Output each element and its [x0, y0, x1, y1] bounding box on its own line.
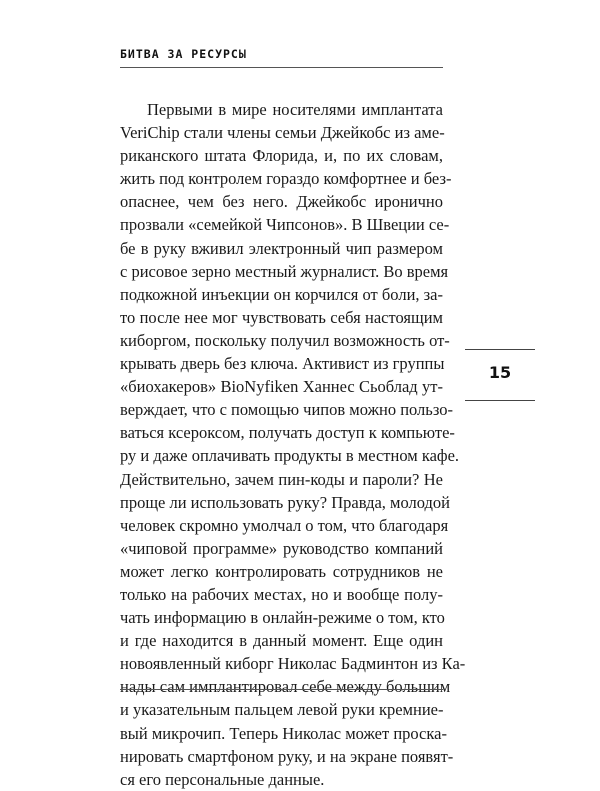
- text-line: новоявленный киборг Николас Бадминтон из Ка-: [120, 654, 466, 674]
- text-line: проще ли использовать руку? Правда, молодой: [120, 492, 451, 512]
- text-line: человек скромно умолчал о том, что благодаря: [120, 515, 449, 535]
- page-number: 15: [488, 363, 512, 382]
- text-line: киборгом, поскольку получил возможность от-: [120, 330, 450, 350]
- text-line: только на рабочих местах, но и вообще полу-: [120, 584, 443, 604]
- text-line: Действительно, зачем пин-коды и пароли? Не: [120, 469, 443, 489]
- text-line: бе в руку вживил электронный чип размером: [120, 238, 443, 258]
- text-line: верждает, что с помощью чипов можно пользо-: [120, 400, 453, 420]
- text-line: с рисовое зерно местный журналист. Во время: [120, 261, 449, 281]
- text-line: вый микрочип. Теперь Николас может проска-: [120, 723, 447, 743]
- page-number-tab: [465, 349, 535, 401]
- text-line: «чиповой программе» руководство компаний: [120, 538, 443, 558]
- text-line: VeriChip стали члены семьи Джейкобс из аме-: [120, 123, 445, 143]
- text-line: может легко контролировать сотрудников не: [120, 561, 443, 581]
- text-line: крывать дверь без ключа. Активист из группы: [120, 354, 445, 374]
- text-line: и где находится в данный момент. Еще один: [120, 631, 443, 651]
- text-line: ся его персональные данные.: [120, 769, 325, 789]
- text-line: чать информацию в онлайн-режиме о том, кто: [120, 608, 445, 628]
- text-line: жить под контролем гораздо комфортнее и без-: [120, 169, 452, 189]
- header-divider: [120, 67, 443, 68]
- text-line: прозвали «семейкой Чипсонов». В Швеции се-: [120, 215, 450, 235]
- text-line: то после нее мог чувствовать себя настоящим: [120, 307, 443, 327]
- text-line: опаснее, чем без него. Джейкобс иронично: [120, 192, 443, 212]
- text-line: ваться ксероксом, получать доступ к компьюте-: [120, 423, 455, 443]
- text-line: ру и даже оплачивать продукты в местном кафе.: [120, 446, 460, 466]
- text-line: подкожной инъекции он корчился от боли, за-: [120, 284, 443, 304]
- text-line: Первыми в мире носителями имплантата: [147, 100, 443, 119]
- footer-divider: [120, 689, 443, 690]
- text-line: нировать смартфоном руку, и на экране появят-: [120, 746, 454, 766]
- text-line: и указательным пальцем левой руки кремние-: [120, 700, 444, 720]
- text-line: риканского штата Флорида, и, по их словам,: [120, 146, 443, 166]
- running-header: БИТВА ЗА РЕСУРСЫ: [120, 47, 247, 61]
- text-line: нады сам имплантировал себе между большим: [120, 677, 451, 697]
- body-paragraph: [120, 98, 466, 791]
- text-line: «биохакеров» BioNyfiken Ханнес Сьоблад ут-: [120, 377, 443, 397]
